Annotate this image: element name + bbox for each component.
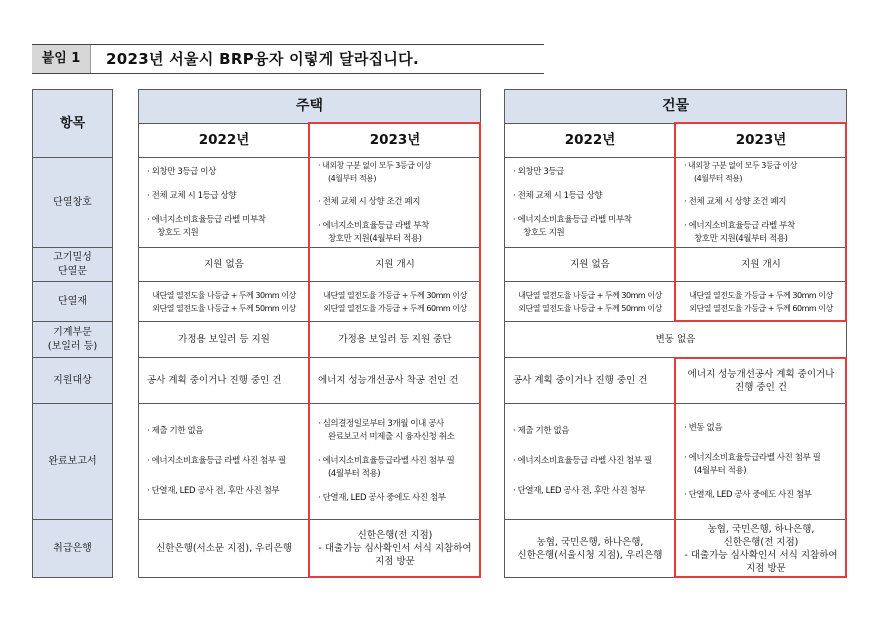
housing-table	[138, 89, 481, 578]
text-line: · 전체 교체 시 1등급 상향	[147, 190, 237, 201]
text-line: 진행 중인 건	[735, 381, 787, 393]
housing-report-2023	[310, 404, 481, 520]
text-line: · 단열재, LED 공사 전, 후만 사진 첨부	[147, 486, 280, 496]
row-label-target: 지원대상	[33, 358, 113, 404]
text-line: · 제출 기한 없음	[513, 426, 570, 436]
row-label-column	[32, 89, 113, 578]
building-bank-2023	[676, 520, 847, 578]
row-label-mech-line1: 기계부문	[53, 326, 92, 338]
text-line: · 외창만 3등급	[513, 166, 564, 177]
row-label-bank: 취급은행	[33, 520, 113, 578]
text-line: · 에너지소비효율등급라벨 사진 첨부 필	[318, 456, 455, 466]
document-header	[32, 44, 544, 74]
building-target-2023	[676, 358, 847, 404]
building-year-2022: 2022년	[505, 124, 676, 158]
housing-door-2023: 지원 개시	[310, 248, 481, 282]
text-line: 에너지 성능개선공사 계획 중이거나	[687, 368, 835, 380]
text-line: - 대출가능 심사확인서 서식 지참하여	[318, 543, 472, 554]
building-door-2023: 지원 개시	[676, 248, 847, 282]
text-line: · 에너지소비효율등급 라벨 사진 첨부 필	[147, 456, 286, 466]
text-line: 외단열 열전도율 가등급 + 두께 60mm 이상	[689, 303, 833, 313]
text-line: 지점 방문	[375, 556, 415, 567]
housing-window-2023	[310, 158, 481, 248]
housing-target-2023: 에너지 성능개선공사 착공 전인 건	[310, 358, 481, 404]
text-line: 지점 방문	[746, 562, 786, 574]
row-label-window: 단열창호	[33, 158, 113, 248]
text-line: 신한은행(서울시청 지점), 우리은행	[517, 549, 663, 561]
row-label-insulation: 단열재	[33, 282, 113, 322]
building-table	[504, 89, 847, 578]
building-target-2022: 공사 계획 중이거나 진행 중인 건	[505, 358, 676, 404]
document-title: 2023년 서울시 BRP융자 이렇게 달라집니다.	[106, 50, 419, 68]
housing-window-2022	[139, 158, 310, 248]
text-line: (4월부터 적용)	[694, 174, 743, 183]
building-mech: 변동 없음	[505, 322, 847, 358]
text-line: 외단열 열전도율 나등급 + 두께 50mm 이상	[152, 303, 296, 313]
building-window-2022	[505, 158, 676, 248]
text-line: · 변동 없음	[684, 422, 723, 433]
text-line: · 전체 교체 시 상향 조건 폐지	[318, 197, 421, 207]
text-line: - 대출가능 심사확인서 서식 지참하여	[684, 549, 838, 561]
text-line: 신한은행(전 지점)	[357, 530, 433, 541]
housing-year-2022: 2022년	[139, 124, 310, 158]
housing-bank-2023	[310, 520, 481, 578]
row-label-door	[33, 248, 113, 282]
text-line: 내단열 열전도율 나등급 + 두께 30mm 이상	[518, 290, 662, 300]
text-line: · 단열재, LED 공사 중에도 사진 첨부	[684, 489, 812, 500]
text-line: (4월부터 적용)	[328, 174, 377, 183]
building-insulation-2022	[505, 282, 676, 322]
text-line: · 에너지소비효율등급 라벨 미부착	[513, 214, 632, 225]
text-line: · 에너지소비효율등급 라벨 부착	[684, 221, 795, 231]
housing-report-2022	[139, 404, 310, 520]
text-line: 신한은행(전 지점)	[723, 536, 799, 548]
text-line: · 에너지소비효율등급라벨 사진 첨부 필	[684, 452, 821, 463]
text-line: 내단열 열전도율 나등급 + 두께 30mm 이상	[152, 290, 296, 300]
housing-mech-2023: 가정용 보일러 등 지원 중단	[310, 322, 481, 358]
text-line: · 전체 교체 시 1등급 상향	[513, 190, 603, 201]
building-title: 건물	[505, 90, 847, 124]
text-line: 창호도 지원	[157, 227, 199, 238]
attachment-badge: 붙임 1	[32, 45, 91, 73]
text-line: · 에너지소비효율등급 라벨 사진 첨부 필	[513, 456, 652, 466]
text-line: (4월부터 적용)	[694, 465, 747, 476]
text-line: · 심의결정일로부터 3개월 이내 공사	[318, 419, 444, 429]
text-line: · 에너지소비효율등급 라벨 부착	[318, 221, 429, 231]
row-label-mech-line2: (보일러 등)	[47, 340, 98, 352]
housing-target-2022: 공사 계획 중이거나 진행 중인 건	[139, 358, 310, 404]
housing-year-2023: 2023년	[310, 124, 481, 158]
building-year-2023: 2023년	[676, 124, 847, 158]
item-header: 항목	[33, 90, 113, 158]
text-line: 외단열 열전도율 나등급 + 두께 50mm 이상	[518, 303, 662, 313]
building-insulation-2023	[676, 282, 847, 322]
text-line: · 내외창 구분 없이 모두 3등급 이상	[684, 161, 797, 170]
text-line: 창호도 지원	[523, 227, 565, 238]
text-line: · 전체 교체 시 상향 조건 폐지	[684, 197, 787, 207]
text-line: 창호만 지원(4월부터 적용)	[328, 234, 422, 244]
text-line: 농협, 국민은행, 하나은행,	[536, 536, 644, 548]
building-report-2022	[505, 404, 676, 520]
row-label-mechanical	[33, 322, 113, 358]
text-line: · 에너지소비효율등급 라벨 미부착	[147, 214, 266, 225]
housing-title: 주택	[139, 90, 481, 124]
text-line: · 단열재, LED 공사 전, 후만 사진 첨부	[513, 486, 646, 496]
row-label-door-line2: 단열문	[58, 265, 87, 277]
housing-bank-2022: 신한은행(서소문 지점), 우리은행	[139, 520, 310, 578]
text-line: 완료보고서 미제출 시 융자신청 취소	[328, 432, 455, 442]
text-line: (4월부터 적용)	[328, 469, 381, 479]
text-line: 내단열 열전도율 가등급 + 두께 30mm 이상	[323, 290, 467, 300]
text-line: 외단열 열전도율 가등급 + 두께 60mm 이상	[323, 303, 467, 313]
text-line: 내단열 열전도율 가등급 + 두께 30mm 이상	[689, 290, 833, 300]
text-line: 창호만 지원(4월부터 적용)	[694, 234, 788, 244]
text-line: · 외창만 3등급 이상	[147, 166, 216, 177]
text-line: · 단열재, LED 공사 중에도 사진 첨부	[318, 493, 446, 503]
housing-mech-2022: 가정용 보일러 등 지원	[139, 322, 310, 358]
building-report-2023	[676, 404, 847, 520]
housing-insulation-2023	[310, 282, 481, 322]
housing-insulation-2022	[139, 282, 310, 322]
row-label-report: 완료보고서	[33, 404, 113, 520]
text-line: 농협, 국민은행, 하나은행,	[707, 523, 815, 535]
building-door-2022: 지원 없음	[505, 248, 676, 282]
text-line: · 제출 기한 없음	[147, 426, 204, 436]
building-bank-2022	[505, 520, 676, 578]
row-label-door-line1: 고기밀성	[53, 251, 92, 263]
text-line: · 내외창 구분 없이 모두 3등급 이상	[318, 161, 431, 170]
housing-door-2022: 지원 없음	[139, 248, 310, 282]
building-window-2023	[676, 158, 847, 248]
